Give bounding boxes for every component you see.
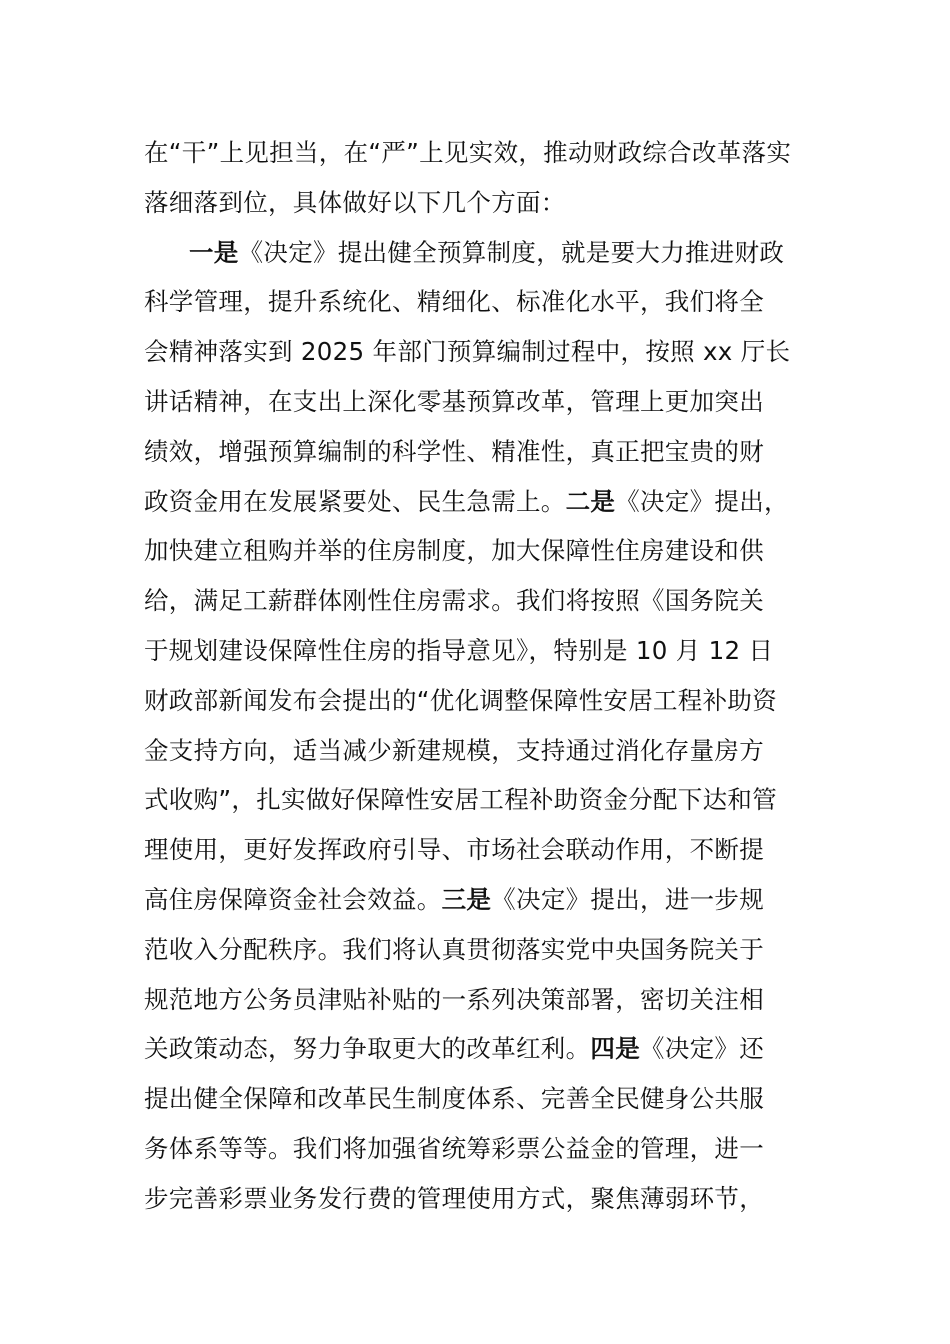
- text-segment: 高住房保障资金社会效益。: [144, 884, 442, 914]
- text-line: [144, 277, 814, 327]
- body-text: [144, 128, 814, 1224]
- text-line: [144, 228, 814, 278]
- text-segment: 金支持方向，适当减少新建规模，支持通过消化存量房方: [144, 735, 764, 765]
- text-segment: 《决定》提出，进一步规: [491, 884, 765, 914]
- text-segment: 规范地方公务员津贴补贴的一系列决策部署，密切关注相: [144, 984, 764, 1014]
- text-line: [144, 327, 814, 377]
- text-segment: 理使用，更好发挥政府引导、市场社会联动作用，不断提: [144, 835, 764, 865]
- text-segment: 于规划建设保障性住房的指导意见》，特别是 10 月 12 日: [144, 635, 774, 665]
- text-line: [144, 925, 814, 975]
- text-line: [144, 975, 814, 1025]
- text-line: [144, 576, 814, 626]
- text-line: [144, 427, 814, 477]
- bold-marker: 一是: [189, 237, 239, 267]
- text-segment: 关政策动态，努力争取更大的改革红利。: [144, 1034, 591, 1064]
- text-line: [144, 178, 814, 228]
- text-segment: 政资金用在发展紧要处、民生急需上。: [144, 486, 566, 516]
- text-segment: 《决定》提出健全预算制度，就是要大力推进财政: [238, 237, 785, 267]
- text-segment: 提出健全保障和改革民生制度体系、完善全民健身公共服: [144, 1084, 764, 1114]
- text-segment: 《决定》还: [640, 1034, 765, 1064]
- text-segment: 给，满足工薪群体刚性住房需求。我们将按照《国务院关: [144, 586, 764, 616]
- text-segment: 范收入分配秩序。我们将认真贯彻落实党中央国务院关于: [144, 934, 764, 964]
- text-line: [144, 1074, 814, 1124]
- text-segment: 加快建立租购并举的住房制度，加大保障性住房建设和供: [144, 536, 764, 566]
- text-line: [144, 377, 814, 427]
- text-segment: 会精神落实到 2025 年部门预算编制过程中，按照 xx 厅长: [144, 337, 791, 367]
- text-segment: 讲话精神，在支出上深化零基预算改革，管理上更加突出: [144, 386, 764, 416]
- text-segment: 绩效，增强预算编制的科学性、精准性，真正把宝贵的财: [144, 436, 764, 466]
- text-line: [144, 1024, 814, 1074]
- text-line: [144, 875, 814, 925]
- text-line: [144, 1174, 814, 1224]
- text-line: [144, 775, 814, 825]
- text-segment: 在“干”上见担当，在“严”上见实效，推动财政综合改革落实: [144, 138, 792, 167]
- bold-marker: 三是: [441, 884, 492, 914]
- bold-marker: 二是: [565, 486, 616, 516]
- text-segment: 财政部新闻发布会提出的“优化调整保障性安居工程补助资: [144, 685, 777, 715]
- text-line: [144, 526, 814, 576]
- text-segment: 科学管理，提升系统化、精细化、标准化水平，我们将全: [144, 287, 764, 317]
- text-line: [144, 128, 814, 178]
- text-line: [144, 1124, 814, 1174]
- text-line: [144, 477, 814, 527]
- bold-marker: 四是: [590, 1034, 641, 1064]
- text-segment: 式收购”，扎实做好保障性安居工程补助资金分配下达和管: [144, 785, 777, 815]
- text-segment: 务体系等等。我们将加强省统筹彩票公益金的管理，进一: [144, 1133, 764, 1163]
- text-line: [144, 676, 814, 726]
- text-line: [144, 626, 814, 676]
- text-segment: 步完善彩票业务发行费的管理使用方式，聚焦薄弱环节，: [144, 1183, 764, 1213]
- text-segment: 落细落到位，具体做好以下几个方面：: [144, 187, 566, 217]
- text-line: [144, 726, 814, 776]
- text-segment: 《决定》提出，: [615, 486, 789, 516]
- text-line: [144, 825, 814, 875]
